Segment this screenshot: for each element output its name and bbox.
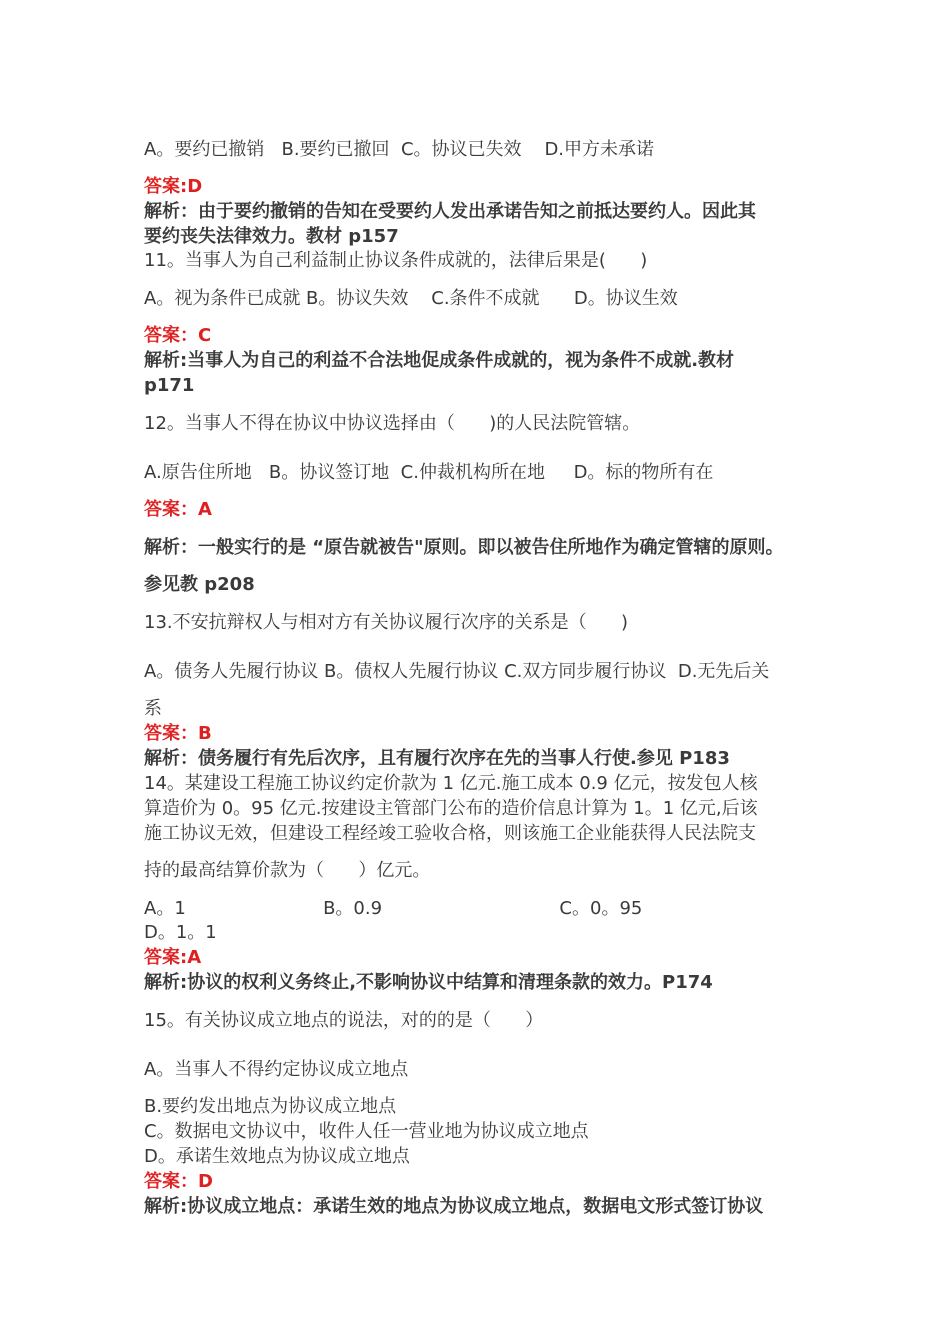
explanation-line: 解析:当事人为自己的利益不合法地促成条件成就的，视为条件不成就.教材 bbox=[144, 350, 735, 371]
explanation-line: p171 bbox=[144, 375, 195, 396]
explanation-line: 解析:协议的权利义务终止,不影响协议中结算和清理条款的效力。P174 bbox=[144, 972, 713, 993]
answer-line: 答案:A bbox=[144, 947, 202, 968]
option-line: D。承诺生效地点为协议成立地点 bbox=[144, 1146, 410, 1167]
answer-line: 答案：D bbox=[144, 1171, 213, 1192]
explanation-line: 解析：债务履行有先后次序，且有履行次序在先的当事人行使.参见 P183 bbox=[144, 748, 730, 769]
option-line: 系 bbox=[144, 698, 162, 719]
question-line: 11。当事人为自己利益制止协议条件成就的，法律后果是( ) bbox=[144, 250, 648, 271]
question-line: 15。有关协议成立地点的说法，对的的是（ ） bbox=[144, 1010, 544, 1031]
answer-line: 答案：C bbox=[144, 325, 212, 346]
question-line: 施工协议无效，但建设工程经竣工验收合格，则该施工企业能获得人民法院支 bbox=[144, 823, 756, 844]
option-line: A.原告住所地 B。协议签订地 C.仲裁机构所在地 D。标的物所有在 bbox=[144, 462, 714, 483]
explanation-line: 参见教 p208 bbox=[144, 574, 255, 595]
option-line: D。1。1 bbox=[144, 922, 217, 943]
option-line: A。要约已撤销 B.要约已撤回 C。协议已失效 D.甲方未承诺 bbox=[144, 139, 655, 160]
question-line: 12。当事人不得在协议中协议选择由（ )的人民法院管辖。 bbox=[144, 413, 641, 434]
option-line: A。债务人先履行协议 B。债权人先履行协议 C.双方同步履行协议 D.无先后关 bbox=[144, 661, 770, 682]
question-line: 持的最高结算价款为（ ）亿元。 bbox=[144, 860, 431, 881]
explanation-line: 解析：一般实行的是 “原告就被告"原则。即以被告住所地作为确定管辖的原则。 bbox=[144, 537, 784, 558]
question-line: 13.不安抗辩权人与相对方有关协议履行次序的关系是（ ) bbox=[144, 612, 628, 633]
answer-line: 答案：A bbox=[144, 499, 212, 520]
option-line: A。1 B。0.9 C。0。95 bbox=[144, 898, 643, 919]
option-line: B.要约发出地点为协议成立地点 bbox=[144, 1096, 397, 1117]
option-line: C。数据电文协议中，收件人任一营业地为协议成立地点 bbox=[144, 1121, 589, 1142]
question-line: 算造价为 0。95 亿元.按建设主管部门公布的造价信息计算为 1。1 亿元,后该 bbox=[144, 798, 758, 819]
option-line: A。当事人不得约定协议成立地点 bbox=[144, 1059, 409, 1080]
explanation-line: 解析：由于要约撤销的告知在受要约人发出承诺告知之前抵达要约人。因此其 bbox=[144, 201, 756, 222]
explanation-line: 要约丧失法律效力。教材 p157 bbox=[144, 226, 399, 247]
explanation-line: 解析:协议成立地点：承诺生效的地点为协议成立地点，数据电文形式签订协议 bbox=[144, 1196, 764, 1217]
answer-line: 答案:D bbox=[144, 176, 203, 197]
option-line: A。视为条件已成就 B。协议失效 C.条件不成就 D。协议生效 bbox=[144, 288, 678, 309]
question-line: 14。某建设工程施工协议约定价款为 1 亿元.施工成本 0.9 亿元，按发包人核 bbox=[144, 773, 758, 794]
answer-line: 答案：B bbox=[144, 723, 212, 744]
